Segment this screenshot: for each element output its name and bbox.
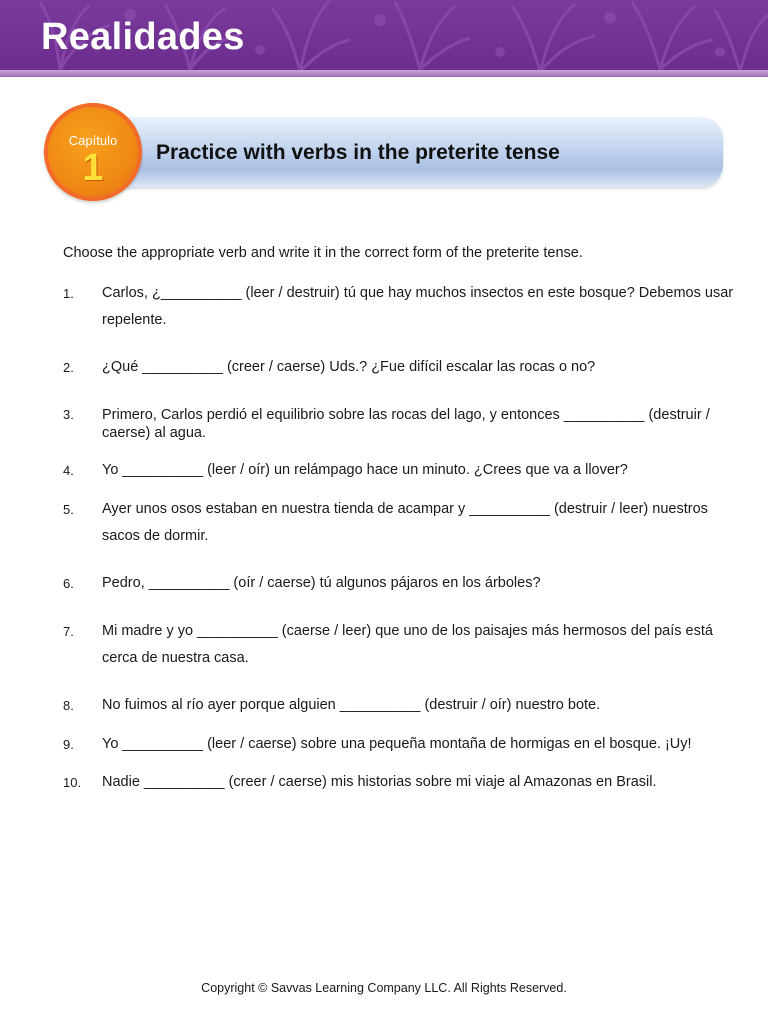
item-number: 7.: [63, 624, 74, 639]
item-number: 9.: [63, 737, 74, 752]
item-text: Yo __________ (leer / caerse) sobre una pequeña montaña de hormigas en el bosque. ¡Uy!: [102, 736, 692, 752]
instructions: Choose the appropriate verb and write it in the correct form of the preterite tense.: [63, 245, 583, 261]
item-number: 10.: [63, 775, 82, 790]
item-text: Primero, Carlos perdió el equilibrio sobre las rocas del lago, y entonces __________ (destruir / caerse) al agua.: [102, 407, 710, 441]
item-text: No fuimos al río ayer porque alguien __________ (destruir / oír) nuestro bote.: [102, 697, 601, 713]
item-text: Pedro, __________ (oír / caerse) tú algunos pájaros en los árboles?: [102, 575, 541, 591]
banner-edge: [0, 70, 768, 77]
copyright-footer: Copyright © Savvas Learning Company LLC. All Rights Reserved.: [201, 981, 567, 995]
item-number: 6.: [63, 576, 74, 591]
brand-title: Realidades: [41, 16, 245, 58]
chapter-badge-label: Capítulo: [68, 133, 118, 148]
item-number: 4.: [63, 463, 74, 478]
chapter-badge-number: 1: [82, 147, 104, 189]
chapter-badge: [44, 103, 142, 201]
item-text: Nadie __________ (creer / caerse) mis historias sobre mi viaje al Amazonas en Brasil.: [102, 774, 657, 790]
item-text: ¿Qué __________ (creer / caerse) Uds.? ¿Fue difícil escalar las rocas o no?: [102, 359, 596, 375]
header-banner: [0, 0, 768, 77]
item-text: Yo __________ (leer / oír) un relámpago hace un minuto. ¿Crees que va a llover?: [102, 462, 628, 478]
item-text: Mi madre y yo __________ (caerse / leer) que uno de los paisajes más hermosos del país está cerca de nuestra casa.: [102, 623, 713, 666]
item-number: 1.: [63, 286, 74, 301]
chapter-title: Practice with verbs in the preterite tense: [156, 141, 560, 164]
item-number: 5.: [63, 502, 74, 517]
item-number: 3.: [63, 407, 74, 422]
item-number: 8.: [63, 698, 74, 713]
item-number: 2.: [63, 360, 74, 375]
item-text: Carlos, ¿__________ (leer / destruir) tú que hay muchos insectos en este bosque? Debemos usar repelente.: [102, 285, 734, 328]
item-text: Ayer unos osos estaban en nuestra tienda de acampar y __________ (destruir / leer) nuestros sacos de dormir.: [102, 501, 708, 544]
